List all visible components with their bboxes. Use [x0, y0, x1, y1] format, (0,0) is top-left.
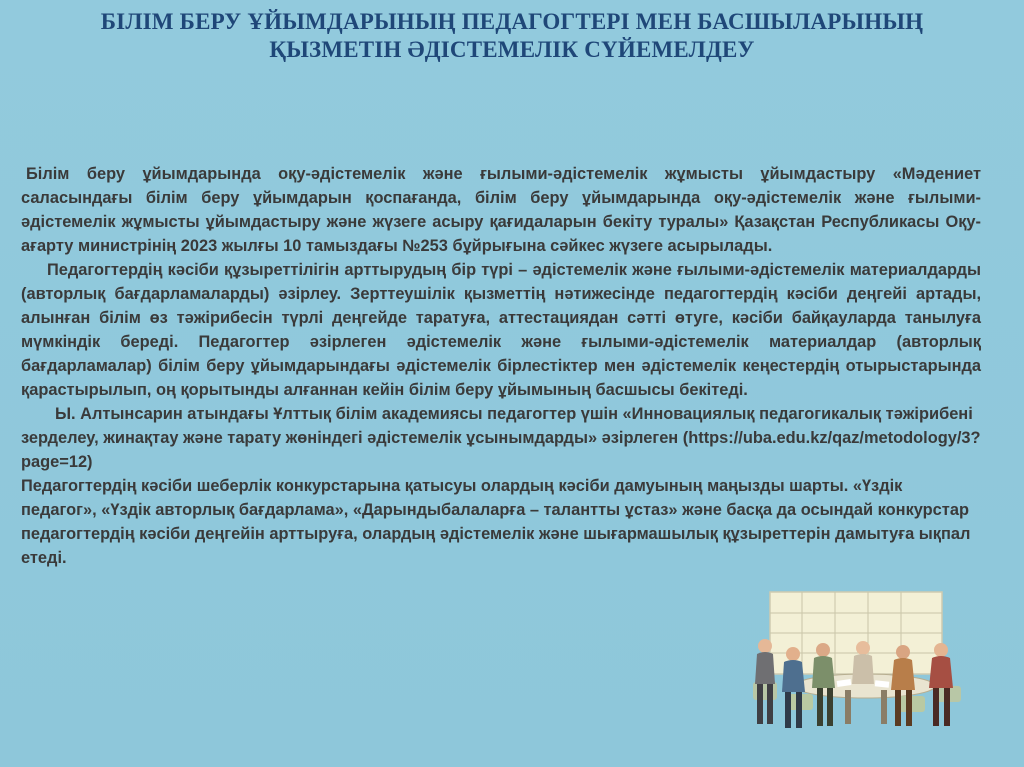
meeting-illustration-svg	[745, 588, 975, 738]
title-line-1: БІЛІМ БЕРУ ҰЙЫМДАРЫНЫҢ ПЕДАГОГТЕРІ МЕН БАСШЫЛАРЫНЫҢ	[100, 9, 924, 34]
paragraph-3: Ы. Алтынсарин атындағы Ұлттық білім академиясы педагогтер үшін «Инновациялық педагогикалық тәжірибені зерделеу, жинақтау және тарату жөніндегі әдістемелік ұсынымдарды» әзірлеген (https://uba.edu.kz/qaz/metodology/3?page=12)	[21, 405, 981, 471]
paragraph-2: Педагогтердің кәсіби құзыреттілігін арттырудың бір түрі – әдістемелік және ғылыми-әдістемелік материалдарды (авторлық бағдарламаларды) әзірлеу. Зерттеушілік қызметтің нәтижесінде педагогтердің кәсіби деңгейі артады, алынған білім өз тәжірибесін түрлі деңгейде таратуға, аттестациядан сәтті өтуге, кәсіби байқауларда танылуға мүмкіндік береді. Педагогтер әзірлеген әдістемелік және ғылыми-әдістемелік материалдар (авторлық бағдарламалар) білім беру ұйымдарындағы әдістемелік бірлестіктер мен әдістемелік кеңестердің отырыстарында қарастырылып, оң қорытынды алғаннан кейін білім беру ұйымының басшысы бекітеді.	[21, 261, 981, 399]
paragraph-1: Білім беру ұйымдарында оқу-әдістемелік және ғылыми-әдістемелік жұмысты ұйымдастыру «Мәдениет саласындағы білім беру ұйымдарын қоспағанда, білім беру ұйымдарында оқу-әдістемелік және ғылыми-әдістемелік жұмысты ұйымдастыру және жүзеге асыру қағидаларын бекіту туралы» Қазақстан Республикасы Оқу-ағарту министрінің 2023 жылғы 10 тамыздағы №253 бұйрығына сәйкес жүзеге асырылады.	[21, 165, 981, 255]
meeting-illustration	[745, 588, 975, 738]
slide-body	[21, 162, 981, 570]
paragraph-4: Педагогтердің кәсіби шеберлік конкурстарына қатысуы олардың кәсіби дамуының маңызды шарты. «Үздік педагог», «Үздік авторлық бағдарлама», «Дарындыбалаларға – талантты ұстаз» және басқа да осындай конкурстар педагогтердің кәсіби деңгейін арттыруға, олардың әдістемелік және шығармашылық құзыреттерін дамытуға ықпал етеді.	[21, 477, 971, 567]
title-line-2: ҚЫЗМЕТІН ӘДІСТЕМЕЛІК СҮЙЕМЕЛДЕУ	[269, 37, 755, 62]
slide-title	[40, 8, 984, 64]
